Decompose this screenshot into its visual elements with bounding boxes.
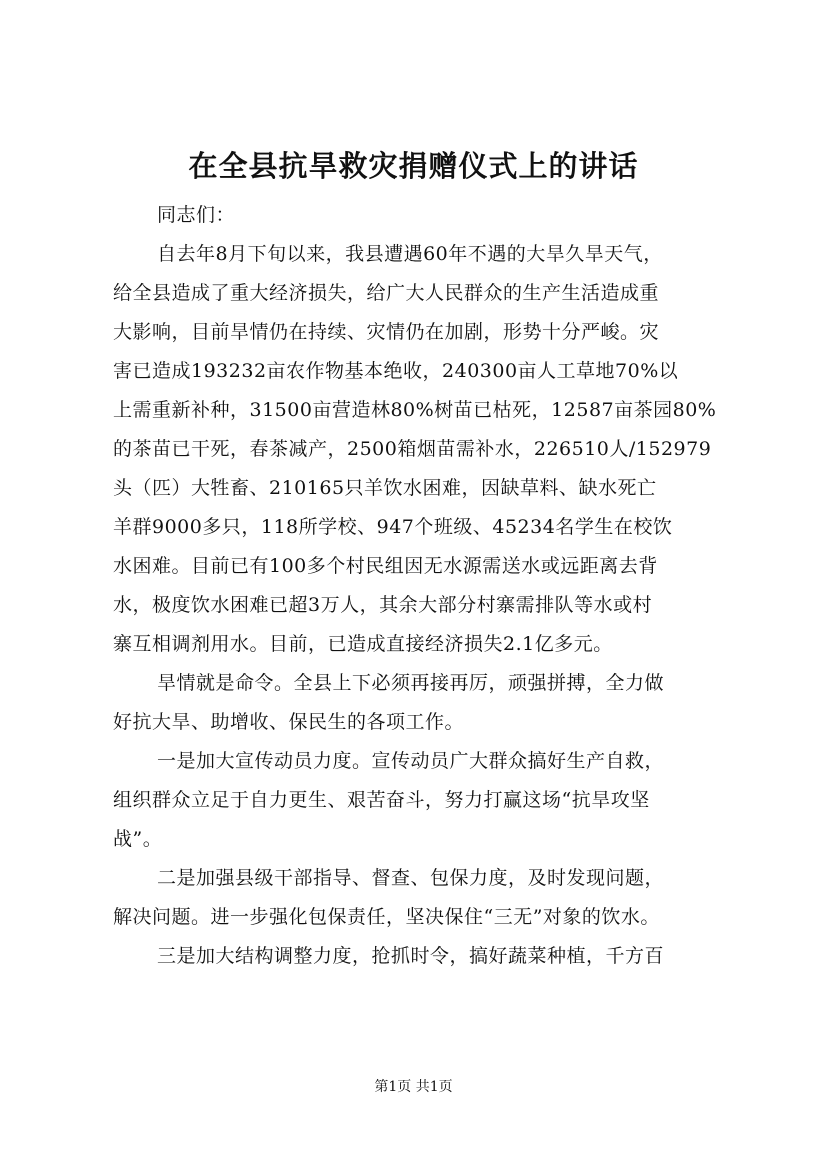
paragraph-1-line-7: 头（匹）大牲畜、210165只羊饮水困难，因缺草料、缺水死亡 — [113, 477, 657, 499]
paragraph-1-line-4: 害已造成193232亩农作物基本绝收，240300亩人工草地70%以 — [113, 360, 679, 382]
paragraph-1-line-1: 自去年8月下旬以来，我县遭遇60年不遇的大旱久旱天气， — [157, 243, 663, 265]
paragraph-3-line-1: 一是加大宣传动员力度。宣传动员广大群众搞好生产自救， — [157, 750, 665, 772]
paragraph-1-line-5: 上需重新补种，31500亩营造林80%树苗已枯死，12587亩茶园80% — [113, 399, 717, 421]
page-footer: 第1页 共1页 — [374, 1079, 453, 1095]
document-title: 在全县抗旱救灾捐赠仪式上的讲话 — [188, 149, 639, 183]
paragraph-3-line-2: 组织群众立足于自力更生、艰苦奋斗，努力打赢这场“抗旱攻坚 — [113, 789, 650, 811]
paragraph-1-line-9: 水困难。目前已有100多个村民组因无水源需送水或远距离去背 — [113, 555, 658, 577]
paragraph-1-line-3: 大影响，目前旱情仍在持续、灾情仍在加剧，形势十分严峻。灾 — [113, 321, 660, 343]
paragraph-5-line-1: 三是加大结构调整力度，抢抓时令，搞好蔬菜种植，千方百 — [157, 945, 665, 967]
paragraph-1-line-10: 水，极度饮水困难已超3万人，其余大部分村寨需排队等水或村 — [113, 594, 653, 616]
paragraph-1-line-6: 的茶苗已干死，春茶减产，2500箱烟苗需补水，226510人/152979 — [113, 438, 712, 460]
salutation-line: 同志们： — [157, 204, 236, 226]
paragraph-2-line-1: 旱情就是命令。全县上下必须再接再厉，顽强拼搏，全力做 — [157, 672, 665, 694]
paragraph-4-line-2: 解决问题。进一步强化包保责任，坚决保住“三无”对象的饮水。 — [113, 906, 660, 928]
paragraph-1-line-8: 羊群9000多只，118所学校、947个班级、45234名学生在校饮 — [113, 516, 673, 538]
document-body — [113, 196, 717, 976]
paragraph-1-line-11: 寨互相调剂用水。目前，已造成直接经济损失2.1亿多元。 — [113, 633, 613, 655]
paragraph-2-line-2: 好抗大旱、助增收、保民生的各项工作。 — [113, 711, 465, 733]
paragraph-3-line-3: 战”。 — [113, 828, 163, 850]
paragraph-4-line-1: 二是加强县级干部指导、督查、包保力度，及时发现问题， — [157, 867, 665, 889]
paragraph-1-line-2: 给全县造成了重大经济损失，给广大人民群众的生产生活造成重 — [113, 282, 660, 304]
